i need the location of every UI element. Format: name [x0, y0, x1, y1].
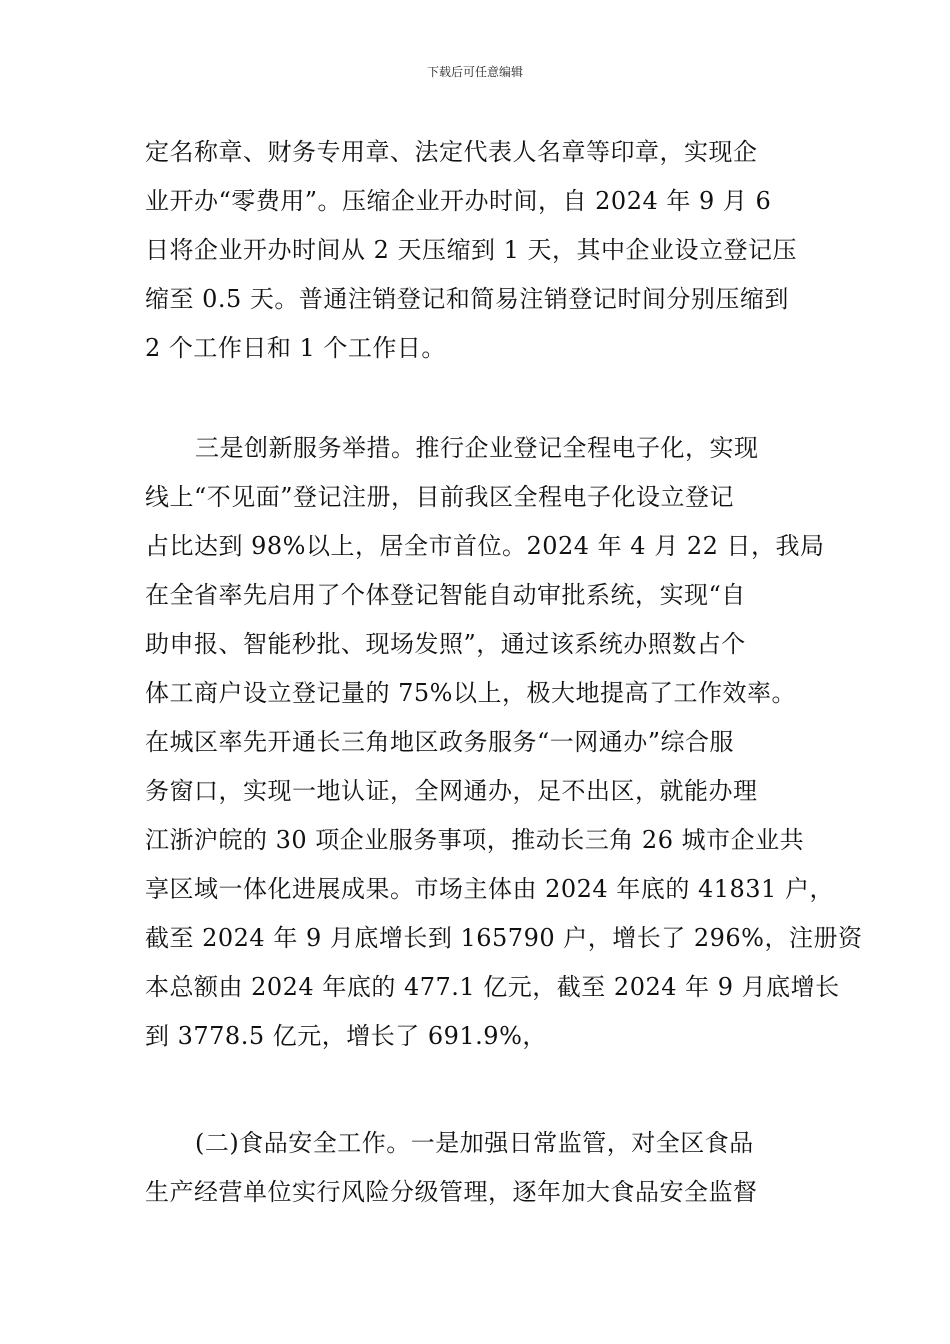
paragraph-line: 2 个工作日和 1 个工作日。: [145, 334, 446, 362]
paragraph-food-safety: [145, 1119, 835, 1217]
paragraph-line: 到 3778.5 亿元，增长了 691.9%，: [145, 1022, 547, 1050]
paragraph-line: 体工商户设立登记量的 75%以上，极大地提高了工作效率。: [145, 679, 796, 707]
paragraph-line: 在城区率先开通长三角地区政务服务“一网通办”综合服: [145, 728, 735, 756]
paragraph-line: 业开办“零费用”。压缩企业开办时间，自 2024 年 9 月 6: [145, 187, 772, 215]
paragraph-service-innovation: [145, 424, 863, 1061]
paragraph-line: (二)食品安全工作。一是加强日常监管，对全区食品: [195, 1129, 754, 1157]
paragraph-line: 占比达到 98%以上，居全市首位。2024 年 4 月 22 日，我局: [145, 532, 825, 560]
paragraph-line: 生产经营单位实行风险分级管理，逐年加大食品安全监督: [145, 1178, 758, 1206]
paragraph-line: 三是创新服务举措。推行企业登记全程电子化，实现: [195, 434, 759, 462]
paragraph-line: 日将企业开办时间从 2 天压缩到 1 天，其中企业设立登记压: [145, 236, 798, 264]
paragraph-line: 在全省率先启用了个体登记智能自动审批系统，实现“自: [145, 581, 746, 609]
paragraph-line: 线上“不见面”登记注册，目前我区全程电子化设立登记: [145, 483, 735, 511]
paragraph-company-setup: [145, 128, 835, 373]
paragraph-line: 缩至 0.5 天。普通注销登记和简易注销登记时间分别压缩到: [145, 285, 789, 313]
paragraph-line: 截至 2024 年 9 月底增长到 165790 户，增长了 296%，注册资: [145, 924, 863, 952]
page-header: 下载后可任意编辑: [426, 65, 523, 79]
paragraph-line: 本总额由 2024 年底的 477.1 亿元，截至 2024 年 9 月底增长: [145, 973, 840, 1001]
paragraph-line: 助申报、智能秒批、现场发照”，通过该系统办照数占个: [145, 630, 746, 658]
paragraph-line: 定名称章、财务专用章、法定代表人名章等印章，实现企: [145, 138, 758, 166]
paragraph-line: 务窗口，实现一地认证，全网通办，足不出区，就能办理: [145, 777, 758, 805]
paragraph-line: 享区域一体化进展成果。市场主体由 2024 年底的 41831 户，: [145, 875, 834, 903]
paragraph-line: 江浙沪皖的 30 项企业服务事项，推动长三角 26 城市企业共: [145, 826, 805, 854]
